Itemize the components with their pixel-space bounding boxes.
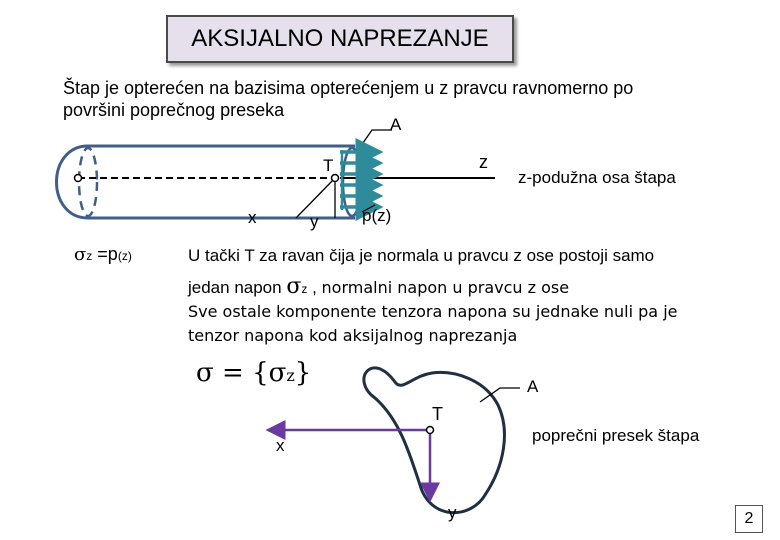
explanation-line-1: U tački T za ravan čija je normala u pravcu z ose postoji samo	[188, 246, 655, 265]
slide-title: AKSIJALNO NAPREZANJE	[166, 15, 514, 63]
cross-section-shape	[364, 368, 505, 513]
label-y-bottom: y	[448, 503, 457, 522]
label-A-bottom: A	[527, 377, 539, 396]
stress-equation	[74, 244, 132, 265]
label-x-top: x	[248, 208, 257, 227]
label-y-top: y	[310, 212, 319, 231]
tensor-formula	[196, 358, 311, 388]
label-A-top: A	[390, 115, 402, 134]
rod-shape	[57, 146, 362, 218]
intro-line-1: Štap je opterećen na bazisima opterećenjem u z pravcu ravnomerno po	[63, 78, 634, 98]
intro-line-2: površini poprečnog preseka	[63, 100, 285, 120]
sigma-z-symbol: σ	[286, 274, 302, 299]
explanation-line-3: Sve ostale komponente tenzora napona su jednake nuli pa je	[188, 302, 678, 321]
cross-section-caption: poprečni presek štapa	[532, 426, 700, 445]
label-pz: p(z)	[362, 206, 392, 225]
sigma-z-subscript: z	[301, 282, 308, 296]
label-z-axis: z	[479, 152, 488, 172]
label-x-bottom: x	[276, 436, 285, 455]
sigma-symbol: σ	[74, 244, 87, 265]
explanation-line-2b: normalni napon u pravcu z ose	[321, 278, 570, 297]
label-T-bottom: T	[432, 404, 443, 424]
explanation-comma: ,	[307, 278, 322, 297]
tensor-lhs: σ = {σ	[196, 358, 287, 388]
sigma-subscript: z	[86, 249, 93, 263]
equation-rhs: =p	[92, 244, 118, 264]
tensor-subscript: z	[286, 366, 295, 385]
rhs-subscript: (z)	[117, 249, 132, 263]
slide-number: 2	[735, 505, 763, 533]
explanation-line-2a: jedan napon	[188, 278, 287, 297]
label-T-top: T	[323, 156, 334, 175]
point-T-bottom	[427, 427, 434, 434]
explanation-line-4: tenzor napona kod aksijalnog naprezanja	[188, 326, 518, 345]
explanation-line-2	[188, 274, 569, 299]
tensor-rhs: }	[294, 358, 312, 388]
axis-caption: z-podužna osa štapa	[518, 168, 676, 187]
rod-end-point	[75, 175, 82, 182]
area-leader-line	[358, 130, 392, 150]
